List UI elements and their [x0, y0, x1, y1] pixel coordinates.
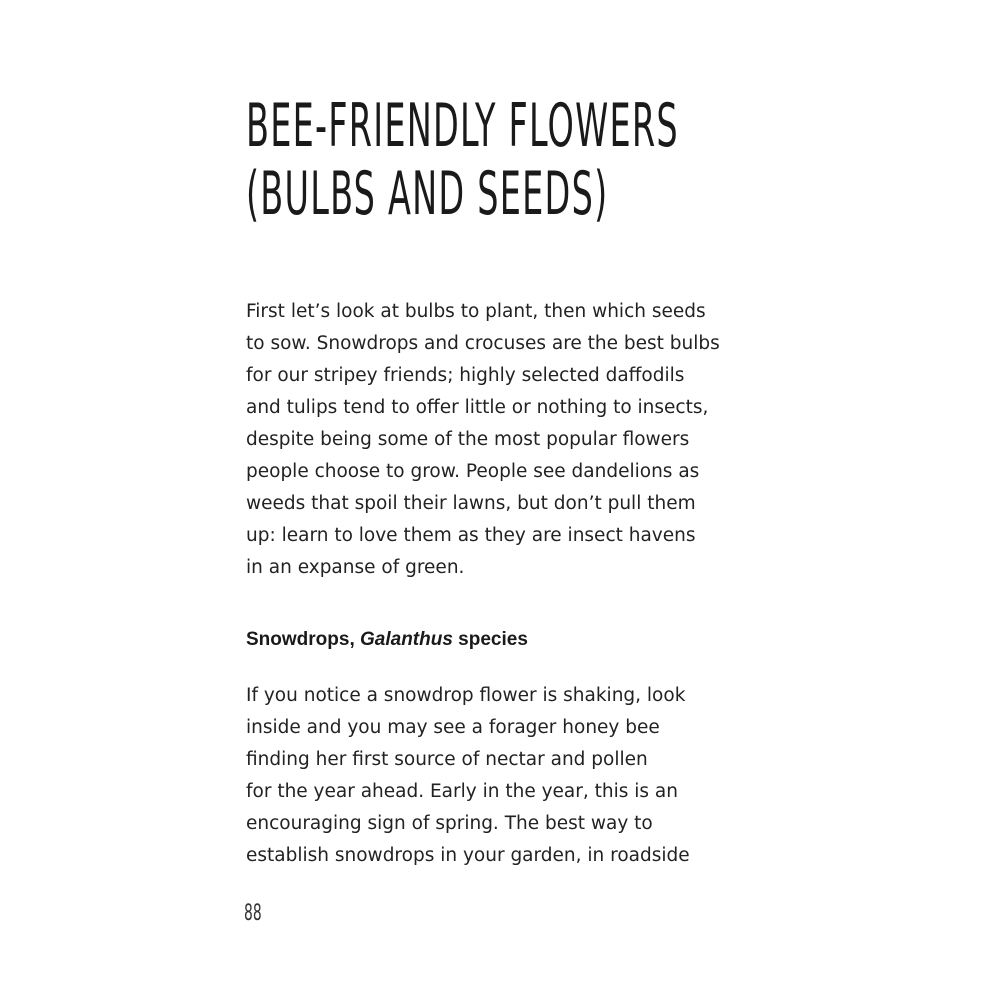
- intro-line: First let’s look at bulbs to plant, then which seeds: [246, 301, 706, 322]
- snowdrops-line: inside and you may see a forager honey bee: [246, 717, 660, 738]
- intro-line: for our stripey friends; highly selected daffodils: [246, 365, 685, 386]
- title-line-1: BEE-FRIENDLY FLOWERS: [246, 91, 679, 161]
- heading-suffix: species: [452, 629, 528, 650]
- intro-line: to sow. Snowdrops and crocuses are the best bulbs: [246, 333, 720, 354]
- intro-line: people choose to grow. People see dandelions as: [246, 461, 700, 482]
- section-heading-snowdrops: [246, 626, 528, 654]
- page-title: [246, 91, 679, 229]
- intro-line: weeds that spoil their lawns, but don’t pull them: [246, 493, 696, 514]
- page-number: 88: [244, 901, 262, 926]
- snowdrops-line: encouraging sign of spring. The best way to: [246, 813, 653, 834]
- intro-line: in an expanse of green.: [246, 557, 465, 578]
- snowdrops-paragraph: [246, 680, 716, 872]
- intro-paragraph: [246, 296, 720, 584]
- intro-line: and tulips tend to offer little or nothing to insects,: [246, 397, 709, 418]
- title-line-2: (BULBS AND SEEDS): [246, 159, 609, 229]
- intro-line: despite being some of the most popular flowers: [246, 429, 690, 450]
- heading-common-name: Snowdrops,: [246, 629, 360, 650]
- heading-latin-name: Galanthus: [360, 629, 453, 650]
- snowdrops-line: finding her first source of nectar and pollen: [246, 749, 648, 770]
- snowdrops-line: establish snowdrops in your garden, in roadside: [246, 845, 690, 866]
- intro-line: up: learn to love them as they are insect havens: [246, 525, 696, 546]
- snowdrops-line: for the year ahead. Early in the year, this is an: [246, 781, 678, 802]
- snowdrops-line: If you notice a snowdrop flower is shaking, look: [246, 685, 686, 706]
